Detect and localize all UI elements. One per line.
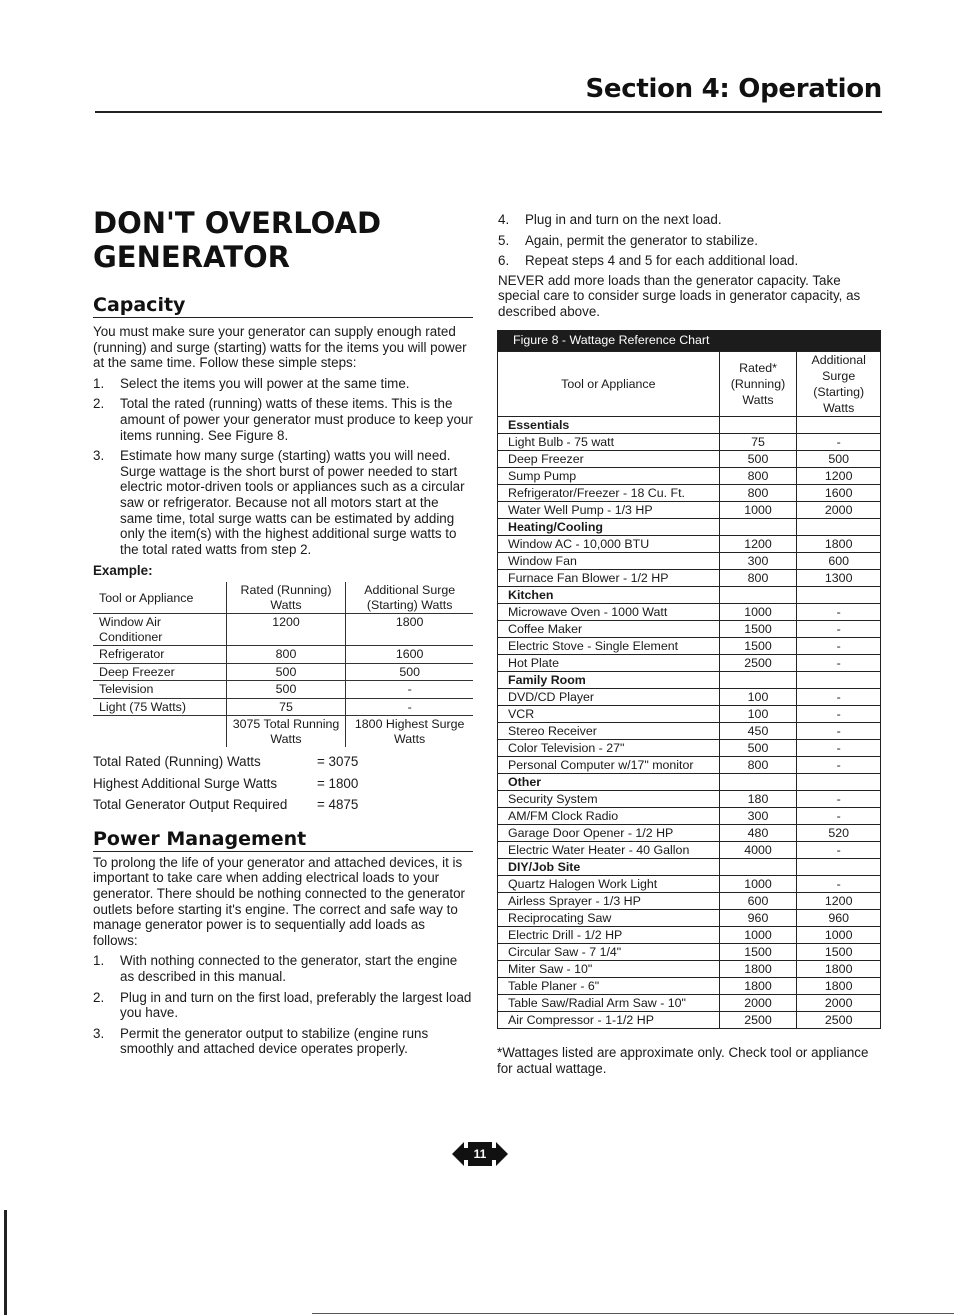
table-cell bbox=[93, 716, 226, 748]
totals-summary bbox=[93, 751, 473, 816]
table-header-row bbox=[93, 582, 473, 614]
table-cell: 1800 bbox=[346, 614, 473, 646]
table-row bbox=[498, 536, 881, 553]
rated-watts: 4000 bbox=[719, 842, 797, 859]
rated-watts: 450 bbox=[719, 723, 797, 740]
appliance-name: AM/FM Clock Radio bbox=[498, 808, 720, 825]
rated-watts: 800 bbox=[719, 757, 797, 774]
appliance-name: Electric Water Heater - 40 Gallon bbox=[498, 842, 720, 859]
step-text: Permit the generator output to stabilize (engine runs smoothly and attached device operates properly. bbox=[120, 1025, 429, 1057]
category-label: Heating/Cooling bbox=[498, 519, 720, 536]
surge-watts bbox=[797, 774, 881, 791]
right-column-intro bbox=[498, 212, 883, 320]
table-category-row bbox=[498, 519, 881, 536]
table-row bbox=[93, 614, 473, 646]
table-row bbox=[498, 468, 881, 485]
step-number: 3. bbox=[93, 448, 105, 464]
total-line bbox=[93, 773, 473, 795]
table-row bbox=[93, 698, 473, 716]
appliance-name: Sump Pump bbox=[498, 468, 720, 485]
rated-watts: 800 bbox=[719, 485, 797, 502]
appliance-name: Electric Drill - 1/2 HP bbox=[498, 927, 720, 944]
rated-watts: 960 bbox=[719, 910, 797, 927]
surge-watts: - bbox=[797, 791, 881, 808]
step-number: 6. bbox=[498, 253, 510, 269]
appliance-name: Reciprocating Saw bbox=[498, 910, 720, 927]
step-number: 1. bbox=[93, 953, 105, 969]
rated-watts: 500 bbox=[719, 451, 797, 468]
continued-steps bbox=[498, 212, 883, 269]
list-item bbox=[93, 448, 473, 557]
step-number: 2. bbox=[93, 989, 105, 1005]
table-row bbox=[93, 663, 473, 681]
appliance-name: Color Television - 27" bbox=[498, 740, 720, 757]
surge-watts: 1200 bbox=[797, 893, 881, 910]
table-row bbox=[498, 791, 881, 808]
rated-watts: 180 bbox=[719, 791, 797, 808]
surge-watts: 960 bbox=[797, 910, 881, 927]
step-text: Plug in and turn on the next load. bbox=[525, 212, 722, 227]
table-category-row bbox=[498, 859, 881, 876]
table-cell: 1200 bbox=[226, 614, 346, 646]
table-header: Rated (Running) Watts bbox=[226, 582, 346, 614]
appliance-name: Miter Saw - 10" bbox=[498, 961, 720, 978]
category-label: Family Room bbox=[498, 672, 720, 689]
appliance-name: Circular Saw - 7 1/4" bbox=[498, 944, 720, 961]
table-cell: - bbox=[346, 698, 473, 716]
surge-watts: - bbox=[797, 638, 881, 655]
section-title: Section 4: Operation bbox=[585, 74, 882, 104]
table-category-row bbox=[498, 587, 881, 604]
rated-watts bbox=[719, 519, 797, 536]
table-row bbox=[498, 876, 881, 893]
rated-watts: 800 bbox=[719, 468, 797, 485]
example-table bbox=[93, 582, 473, 747]
total-surge: 1800 Highest Surge Watts bbox=[346, 716, 473, 748]
step-text: Again, permit the generator to stabilize. bbox=[525, 232, 758, 248]
appliance-name: Stereo Receiver bbox=[498, 723, 720, 740]
category-label: Other bbox=[498, 774, 720, 791]
rated-watts: 100 bbox=[719, 706, 797, 723]
list-item bbox=[93, 396, 473, 443]
surge-watts bbox=[797, 587, 881, 604]
rated-watts: 1800 bbox=[719, 978, 797, 995]
rated-watts: 1800 bbox=[719, 961, 797, 978]
surge-watts: 520 bbox=[797, 825, 881, 842]
surge-watts: 1300 bbox=[797, 570, 881, 587]
surge-watts: - bbox=[797, 808, 881, 825]
rated-watts: 75 bbox=[719, 434, 797, 451]
rated-watts: 800 bbox=[719, 570, 797, 587]
surge-watts: 2500 bbox=[797, 1012, 881, 1029]
rated-watts: 2500 bbox=[719, 1012, 797, 1029]
page-title-line-2: GENERATOR bbox=[93, 240, 290, 274]
power-management-heading: Power Management bbox=[93, 828, 473, 852]
appliance-name: Microwave Oven - 1000 Watt bbox=[498, 604, 720, 621]
table-row bbox=[498, 689, 881, 706]
list-item bbox=[93, 990, 473, 1021]
appliance-name: Coffee Maker bbox=[498, 621, 720, 638]
rated-watts: 2000 bbox=[719, 995, 797, 1012]
table-cell: Deep Freezer bbox=[93, 663, 226, 681]
total-value: = 4875 bbox=[317, 797, 359, 813]
rated-watts: 1500 bbox=[719, 944, 797, 961]
list-item bbox=[93, 953, 473, 984]
total-label: Total Rated (Running) Watts bbox=[93, 754, 261, 770]
margin-bar bbox=[4, 1210, 7, 1315]
never-note: NEVER add more loads than the generator capacity. Take special care to consider surge loads in generator capacity, as described above. bbox=[498, 272, 861, 319]
table-header: Additional Surge (Starting) Watts bbox=[346, 582, 473, 614]
appliance-name: Deep Freezer bbox=[498, 451, 720, 468]
rated-watts: 100 bbox=[719, 689, 797, 706]
surge-watts: 1000 bbox=[797, 927, 881, 944]
rated-watts bbox=[719, 672, 797, 689]
step-text: Estimate how many surge (starting) watts you will need. Surge wattage is the short burst of power needed to start electric motor-driven tools or appliances such as a circular saw or refrigerator. Because not all motors start at the same time, total surge watts can be estimated by adding only the item(s) with the highest additional surge watts to the total rated watts from step 2. bbox=[120, 448, 465, 557]
appliance-name: Electric Stove - Single Element bbox=[498, 638, 720, 655]
table-header: Additional Surge (Starting) Watts bbox=[797, 352, 881, 417]
surge-watts: - bbox=[797, 604, 881, 621]
surge-watts: - bbox=[797, 434, 881, 451]
table-row bbox=[498, 553, 881, 570]
total-line bbox=[93, 751, 473, 773]
step-text: Plug in and turn on the first load, preferably the largest load you have. bbox=[120, 989, 472, 1021]
table-row bbox=[498, 757, 881, 774]
category-label: Kitchen bbox=[498, 587, 720, 604]
appliance-name: Table Planer - 6" bbox=[498, 978, 720, 995]
table-row bbox=[498, 655, 881, 672]
total-value: = 3075 bbox=[317, 754, 359, 770]
header-rule bbox=[95, 111, 882, 113]
table-cell: Window Air Conditioner bbox=[93, 614, 226, 646]
list-item bbox=[498, 253, 883, 269]
rated-watts: 1000 bbox=[719, 502, 797, 519]
surge-watts: - bbox=[797, 757, 881, 774]
rated-watts: 1500 bbox=[719, 638, 797, 655]
surge-watts: - bbox=[797, 655, 881, 672]
table-row bbox=[498, 621, 881, 638]
appliance-name: Air Compressor - 1-1/2 HP bbox=[498, 1012, 720, 1029]
page-title-line-1: DON'T OVERLOAD bbox=[93, 206, 382, 240]
surge-watts: - bbox=[797, 621, 881, 638]
rated-watts: 480 bbox=[719, 825, 797, 842]
surge-watts: - bbox=[797, 706, 881, 723]
appliance-name: Light Bulb - 75 watt bbox=[498, 434, 720, 451]
surge-watts bbox=[797, 672, 881, 689]
surge-watts: - bbox=[797, 689, 881, 706]
step-text: Select the items you will power at the same time. bbox=[120, 375, 410, 391]
page-number: 11 bbox=[473, 1147, 487, 1161]
capacity-heading: Capacity bbox=[93, 294, 473, 318]
surge-watts: 1800 bbox=[797, 536, 881, 553]
table-category-row bbox=[498, 672, 881, 689]
wattage-reference-table bbox=[497, 351, 881, 1029]
table-cell: 500 bbox=[226, 663, 346, 681]
list-item bbox=[498, 212, 883, 228]
step-text: Total the rated (running) watts of these items. This is the amount of power your generator must produce to keep your items running. See Figure 8. bbox=[120, 396, 473, 443]
list-item bbox=[498, 233, 883, 249]
rated-watts bbox=[719, 587, 797, 604]
table-row bbox=[498, 706, 881, 723]
table-row bbox=[498, 1012, 881, 1029]
surge-watts: - bbox=[797, 723, 881, 740]
example-label: Example: bbox=[93, 563, 153, 579]
total-label: Total Generator Output Required bbox=[93, 797, 288, 813]
table-cell: - bbox=[346, 681, 473, 699]
surge-watts bbox=[797, 519, 881, 536]
capacity-intro: You must make sure your generator can supply enough rated (running) and surge (starting) watts for the items you will power at the same time. Follow these simple steps: bbox=[93, 324, 467, 371]
rated-watts bbox=[719, 859, 797, 876]
rated-watts: 1000 bbox=[719, 927, 797, 944]
appliance-name: Furnace Fan Blower - 1/2 HP bbox=[498, 570, 720, 587]
step-text: With nothing connected to the generator, start the engine as described in this manual. bbox=[120, 953, 458, 984]
surge-watts: 1800 bbox=[797, 961, 881, 978]
step-number: 3. bbox=[93, 1025, 105, 1041]
surge-watts: 1500 bbox=[797, 944, 881, 961]
rated-watts: 300 bbox=[719, 808, 797, 825]
footer-rule bbox=[312, 1313, 954, 1314]
table-row bbox=[498, 825, 881, 842]
total-line bbox=[93, 794, 473, 816]
appliance-name: Airless Sprayer - 1/3 HP bbox=[498, 893, 720, 910]
step-number: 1. bbox=[93, 375, 105, 391]
table-row bbox=[93, 646, 473, 664]
capacity-steps bbox=[93, 376, 473, 558]
table-row bbox=[498, 893, 881, 910]
rated-watts: 500 bbox=[719, 740, 797, 757]
surge-watts: - bbox=[797, 740, 881, 757]
category-label: Essentials bbox=[498, 417, 720, 434]
power-management-intro: To prolong the life of your generator and attached devices, it is important to take care when adding electrical loads to your generator. There should be nothing connected to the generator outlets before starting it's engine. The correct and safe way to manage generator power is to sequentially add loads as follows: bbox=[93, 854, 465, 948]
appliance-name: VCR bbox=[498, 706, 720, 723]
table-cell: 500 bbox=[226, 681, 346, 699]
appliance-name: Water Well Pump - 1/3 HP bbox=[498, 502, 720, 519]
table-cell: Light (75 Watts) bbox=[93, 698, 226, 716]
total-rated: 3075 Total Running Watts bbox=[226, 716, 346, 748]
surge-watts bbox=[797, 417, 881, 434]
surge-watts: 1600 bbox=[797, 485, 881, 502]
category-label: DIY/Job Site bbox=[498, 859, 720, 876]
surge-watts: 500 bbox=[797, 451, 881, 468]
surge-watts: 1800 bbox=[797, 978, 881, 995]
rated-watts: 1000 bbox=[719, 876, 797, 893]
table-row bbox=[498, 842, 881, 859]
step-number: 4. bbox=[498, 212, 510, 227]
appliance-name: Refrigerator/Freezer - 18 Cu. Ft. bbox=[498, 485, 720, 502]
table-row bbox=[93, 681, 473, 699]
table-header: Tool or Appliance bbox=[93, 582, 226, 614]
rated-watts: 1500 bbox=[719, 621, 797, 638]
appliance-name: Table Saw/Radial Arm Saw - 10" bbox=[498, 995, 720, 1012]
surge-watts bbox=[797, 859, 881, 876]
step-number: 2. bbox=[93, 396, 105, 412]
table-row bbox=[498, 944, 881, 961]
appliance-name: Window Fan bbox=[498, 553, 720, 570]
surge-watts: 2000 bbox=[797, 502, 881, 519]
total-value: = 1800 bbox=[317, 775, 359, 791]
table-row bbox=[498, 961, 881, 978]
table-header: Rated* (Running) Watts bbox=[719, 352, 797, 417]
step-text: Repeat steps 4 and 5 for each additional load. bbox=[525, 253, 799, 269]
appliance-name: Garage Door Opener - 1/2 HP bbox=[498, 825, 720, 842]
table-row bbox=[498, 604, 881, 621]
table-row bbox=[498, 740, 881, 757]
surge-watts: 2000 bbox=[797, 995, 881, 1012]
table-row bbox=[498, 570, 881, 587]
left-column bbox=[93, 294, 473, 1062]
table-row bbox=[498, 485, 881, 502]
page-number-badge bbox=[452, 1140, 508, 1168]
table-header-row bbox=[498, 352, 881, 417]
rated-watts bbox=[719, 774, 797, 791]
table-category-row bbox=[498, 774, 881, 791]
rated-watts: 2500 bbox=[719, 655, 797, 672]
rated-watts: 1200 bbox=[719, 536, 797, 553]
table-row bbox=[498, 638, 881, 655]
page-title bbox=[93, 206, 483, 274]
table-category-row bbox=[498, 417, 881, 434]
table-cell: 1600 bbox=[346, 646, 473, 664]
table-cell: 75 bbox=[226, 698, 346, 716]
table-cell: Television bbox=[93, 681, 226, 699]
rated-watts: 1000 bbox=[719, 604, 797, 621]
surge-watts: 600 bbox=[797, 553, 881, 570]
table-cell: 500 bbox=[346, 663, 473, 681]
surge-watts: 1200 bbox=[797, 468, 881, 485]
rated-watts bbox=[719, 417, 797, 434]
rated-watts: 600 bbox=[719, 893, 797, 910]
rated-watts: 300 bbox=[719, 553, 797, 570]
table-cell: Refrigerator bbox=[93, 646, 226, 664]
table-cell: 800 bbox=[226, 646, 346, 664]
appliance-name: Hot Plate bbox=[498, 655, 720, 672]
footnote: *Wattages listed are approximate only. Check tool or appliance for actual wattage. bbox=[497, 1045, 869, 1076]
table-row bbox=[498, 723, 881, 740]
appliance-name: DVD/CD Player bbox=[498, 689, 720, 706]
table-row bbox=[498, 451, 881, 468]
table-row bbox=[498, 502, 881, 519]
table-header: Tool or Appliance bbox=[498, 352, 720, 417]
table-row bbox=[498, 910, 881, 927]
table-row bbox=[498, 978, 881, 995]
list-item bbox=[93, 1026, 473, 1057]
appliance-name: Security System bbox=[498, 791, 720, 808]
table-row bbox=[498, 434, 881, 451]
surge-watts: - bbox=[797, 842, 881, 859]
list-item bbox=[93, 376, 473, 392]
table-row bbox=[498, 995, 881, 1012]
surge-watts: - bbox=[797, 876, 881, 893]
power-management-steps bbox=[93, 953, 473, 1057]
table-total-row bbox=[93, 716, 473, 748]
total-label: Highest Additional Surge Watts bbox=[93, 775, 278, 791]
step-number: 5. bbox=[498, 232, 510, 248]
table-row bbox=[498, 808, 881, 825]
chart-title: Figure 8 - Wattage Reference Chart bbox=[497, 330, 881, 351]
table-row bbox=[498, 927, 881, 944]
appliance-name: Quartz Halogen Work Light bbox=[498, 876, 720, 893]
appliance-name: Window AC - 10,000 BTU bbox=[498, 536, 720, 553]
appliance-name: Personal Computer w/17" monitor bbox=[498, 757, 720, 774]
